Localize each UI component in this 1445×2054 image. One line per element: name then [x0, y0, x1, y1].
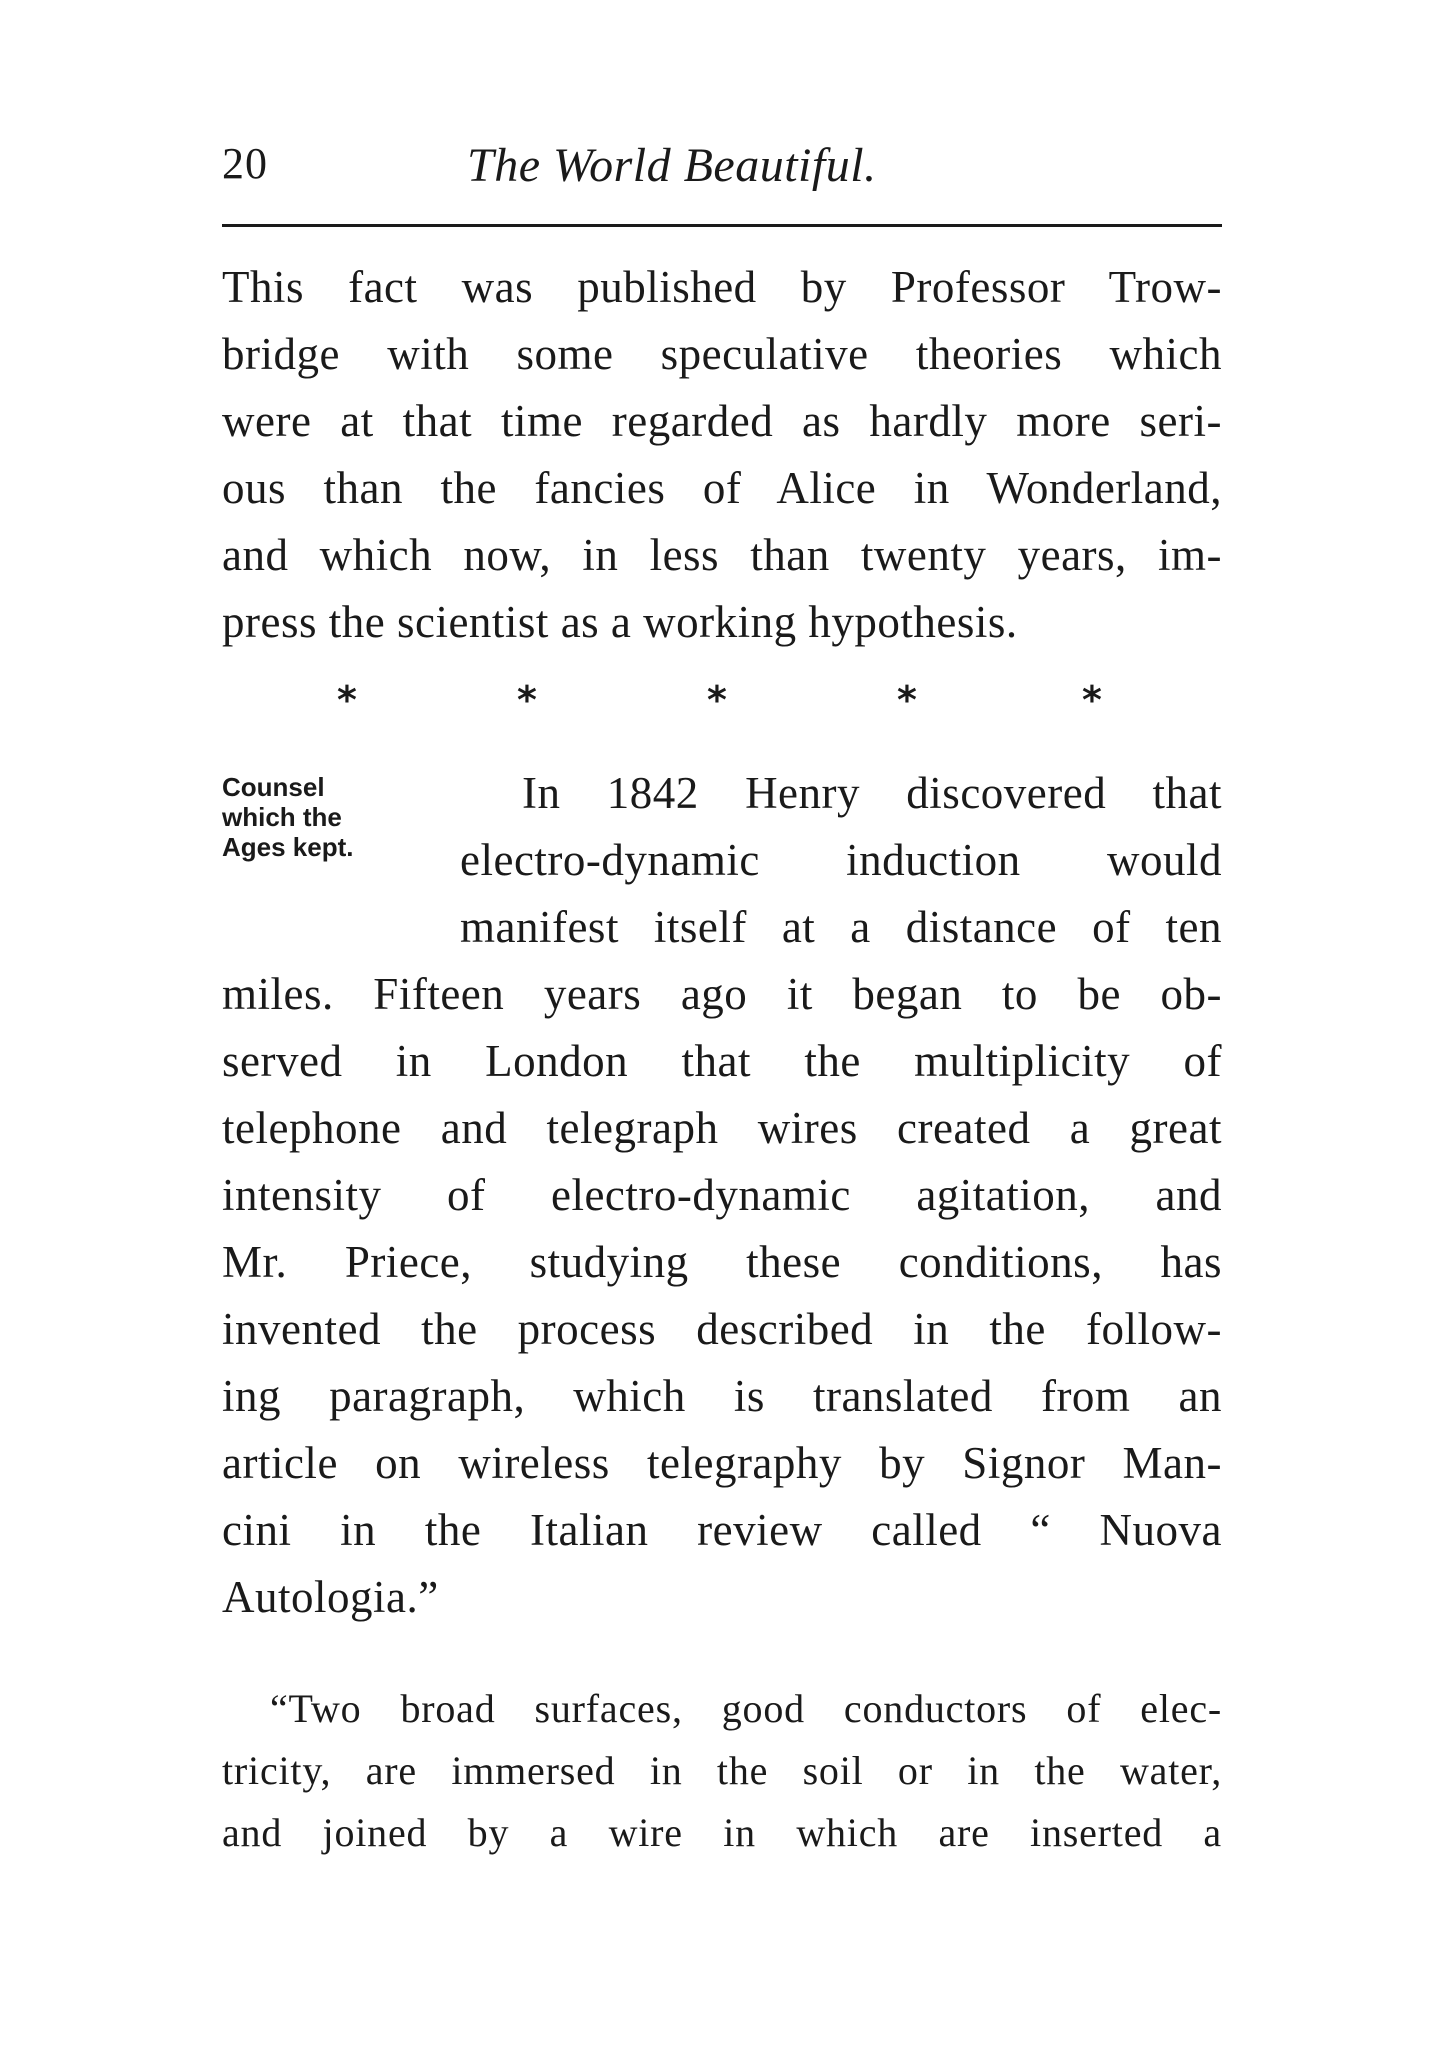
text-line: manifest itself at a distance of ten [460, 902, 1222, 952]
quote-line: “Two broad surfaces, good conductors of elec- [270, 1686, 1222, 1731]
text-line: article on wireless telegraphy by Signor Man- [222, 1438, 1222, 1488]
page-number: 20 [222, 139, 268, 188]
separator-asterisk: * [1082, 678, 1102, 722]
text-line: press the scientist as a working hypothesis. [222, 597, 1018, 647]
section-separator [222, 678, 1222, 738]
page-header [222, 138, 1222, 198]
separator-asterisk: * [897, 678, 917, 722]
text-line: served in London that the multiplicity of [222, 1036, 1222, 1086]
text-line: electro-dynamic induction would [460, 835, 1222, 885]
separator-asterisk: * [517, 678, 537, 722]
text-line: cini in the Italian review called “ Nuova [222, 1505, 1222, 1555]
header-rule [222, 224, 1222, 227]
text-line: ing paragraph, which is translated from an [222, 1371, 1222, 1421]
text-line: Mr. Priece, studying these conditions, has [222, 1237, 1222, 1287]
text-line: telephone and telegraph wires created a great [222, 1103, 1222, 1153]
text-line: invented the process described in the follow- [222, 1304, 1222, 1354]
text-line: ous than the fancies of Alice in Wonderland, [222, 463, 1222, 513]
text-line: This fact was published by Professor Trow- [222, 262, 1222, 312]
quote-line: and joined by a wire in which are inserted a [222, 1810, 1222, 1855]
paragraph-2 [222, 961, 1222, 1631]
margin-note-line: Ages kept. [222, 832, 354, 862]
text-line: In 1842 Henry discovered that [522, 768, 1222, 818]
text-line: Autologia.” [222, 1572, 439, 1622]
text-line: and which now, in less than twenty years, im- [222, 530, 1222, 580]
separator-asterisk: * [707, 678, 727, 722]
quotation [222, 1678, 1222, 1864]
paragraph-1 [222, 254, 1222, 656]
quote-line: tricity, are immersed in the soil or in the water, [222, 1748, 1222, 1793]
margin-note [222, 772, 422, 862]
separator-asterisk: * [337, 678, 357, 722]
margin-note-line: Counsel [222, 772, 325, 802]
paragraph-2-indented [460, 760, 1222, 961]
text-line: bridge with some speculative theories which [222, 329, 1222, 379]
text-line: miles. Fifteen years ago it began to be ob- [222, 969, 1222, 1019]
text-line: were at that time regarded as hardly more seri- [222, 396, 1222, 446]
text-line: intensity of electro-dynamic agitation, and [222, 1170, 1222, 1220]
margin-note-line: which the [222, 802, 342, 832]
running-title: The World Beautiful. [467, 139, 877, 192]
